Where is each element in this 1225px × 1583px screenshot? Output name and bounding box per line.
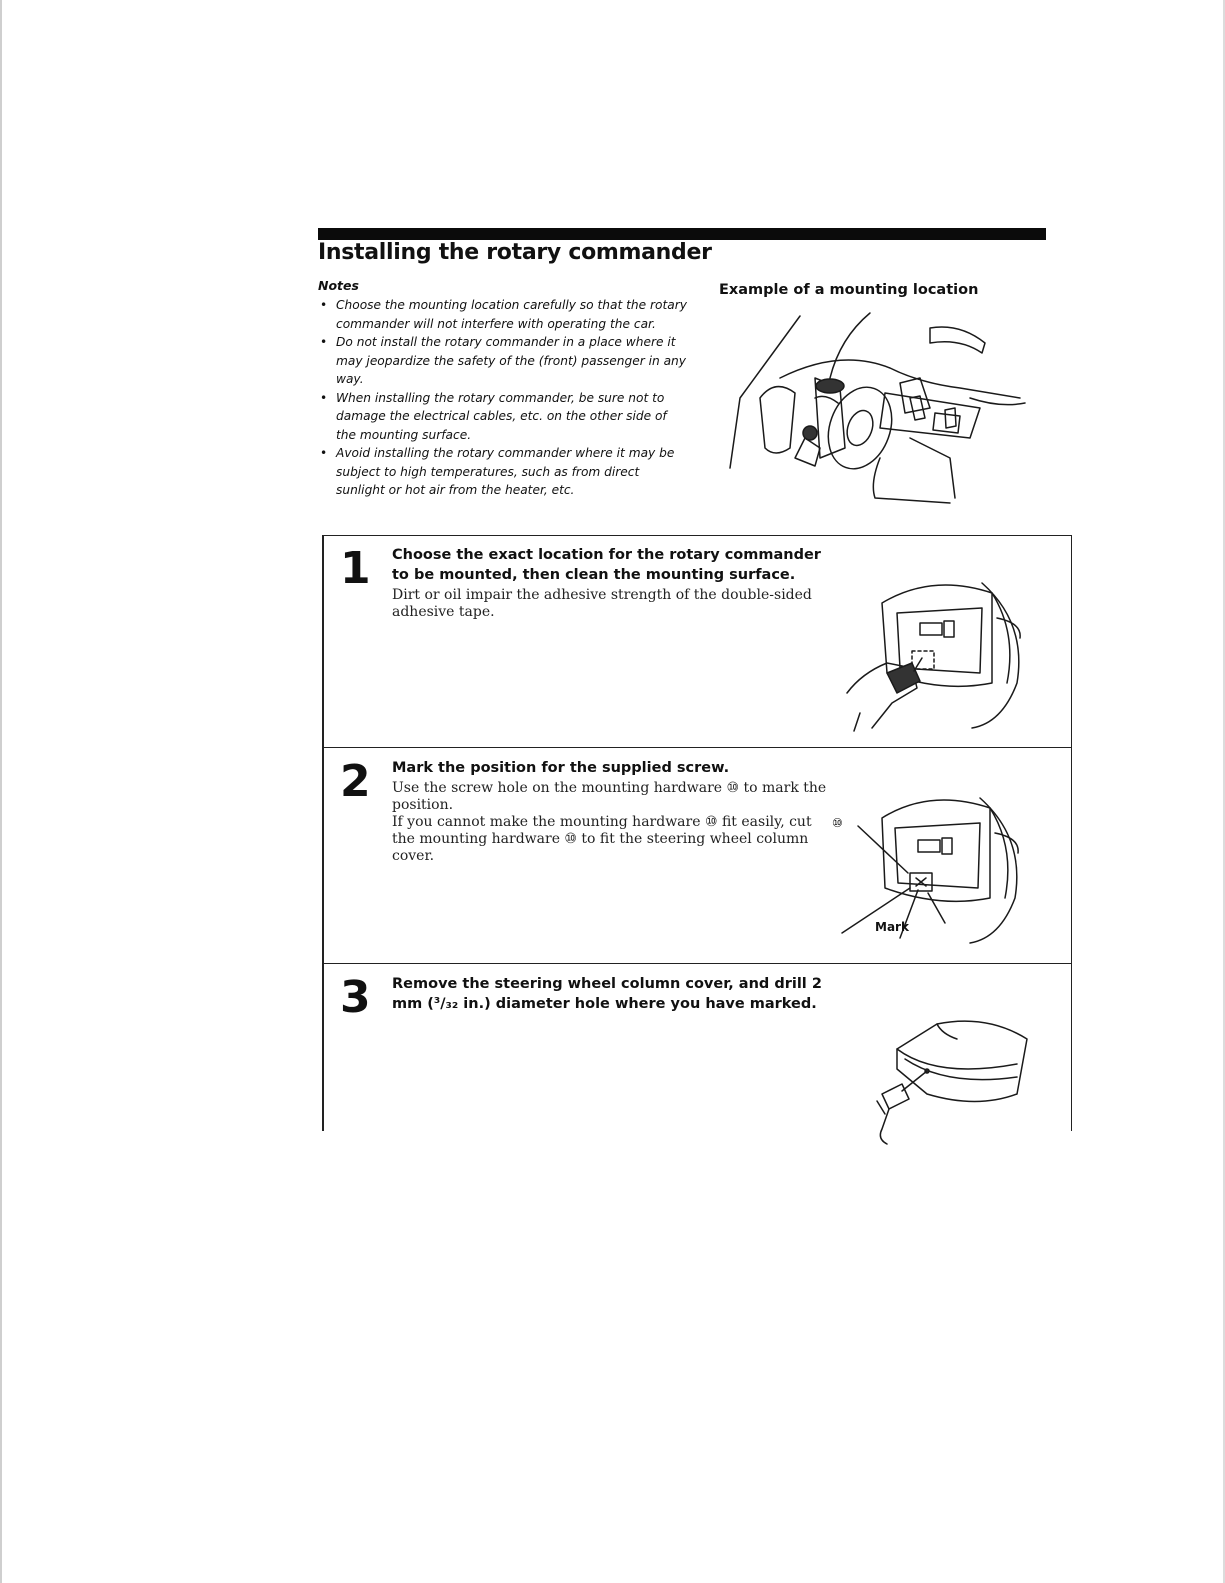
step-3 bbox=[322, 964, 1072, 1134]
step-body bbox=[392, 587, 837, 621]
page-title: Installing the rotary commander bbox=[318, 240, 712, 265]
drilling-hole-illustration bbox=[867, 1009, 1027, 1154]
step-paragraph: Dirt or oil impair the adhesive strength of the double-sided adhesive tape. bbox=[392, 587, 812, 620]
step-2 bbox=[322, 748, 1072, 963]
note-item: • Avoid installing the rotary commander where it may be subject to high temperatures, such as from direct sunlight or hot air from the heater, etc. bbox=[318, 444, 688, 500]
step-paragraph: If you cannot make the mounting hardware ⑩ fit easily, cut the mounting hardware ⑩ to fit the steering wheel column cover. bbox=[392, 814, 812, 864]
marking-position-illustration bbox=[830, 778, 1030, 953]
note-item: • When installing the rotary commander, be sure not to damage the electrical cables, etc. on the other side of the mounting surface. bbox=[318, 389, 688, 445]
example-caption: Example of a mounting location bbox=[719, 282, 979, 298]
step-number: 3 bbox=[340, 972, 371, 1023]
notes-section bbox=[318, 278, 688, 500]
hardware-callout: ⑩ bbox=[832, 816, 843, 830]
step-1 bbox=[322, 535, 1072, 745]
step-number: 2 bbox=[340, 756, 371, 807]
step-heading: Remove the steering wheel column cover, and drill 2 mm (³/₃₂ in.) diameter hole where you have marked. bbox=[392, 976, 822, 1012]
step-heading: Mark the position for the supplied screw. bbox=[392, 760, 730, 776]
scan-edge-left bbox=[0, 0, 2, 1583]
step-paragraph: Use the screw hole on the mounting hardware ⑩ to mark the position. bbox=[392, 780, 827, 813]
note-item: • Do not install the rotary commander in a place where it may jeopardize the safety of the (front) passenger in any way. bbox=[318, 333, 688, 389]
step-number: 1 bbox=[340, 543, 371, 594]
step-body bbox=[392, 780, 837, 865]
note-item: • Choose the mounting location carefully so that the rotary commander will not interfere with operating the car. bbox=[318, 296, 688, 333]
mark-label: Mark bbox=[875, 920, 909, 934]
notes-heading: Notes bbox=[318, 278, 359, 293]
steps-frame bbox=[322, 535, 1072, 1135]
notes-list bbox=[318, 296, 688, 500]
step-heading: Choose the exact location for the rotary commander to be mounted, then clean the mounting surface. bbox=[392, 547, 821, 583]
cleaning-surface-illustration bbox=[842, 563, 1032, 738]
car-dashboard-illustration bbox=[720, 298, 1030, 518]
title-rule bbox=[318, 228, 1046, 240]
